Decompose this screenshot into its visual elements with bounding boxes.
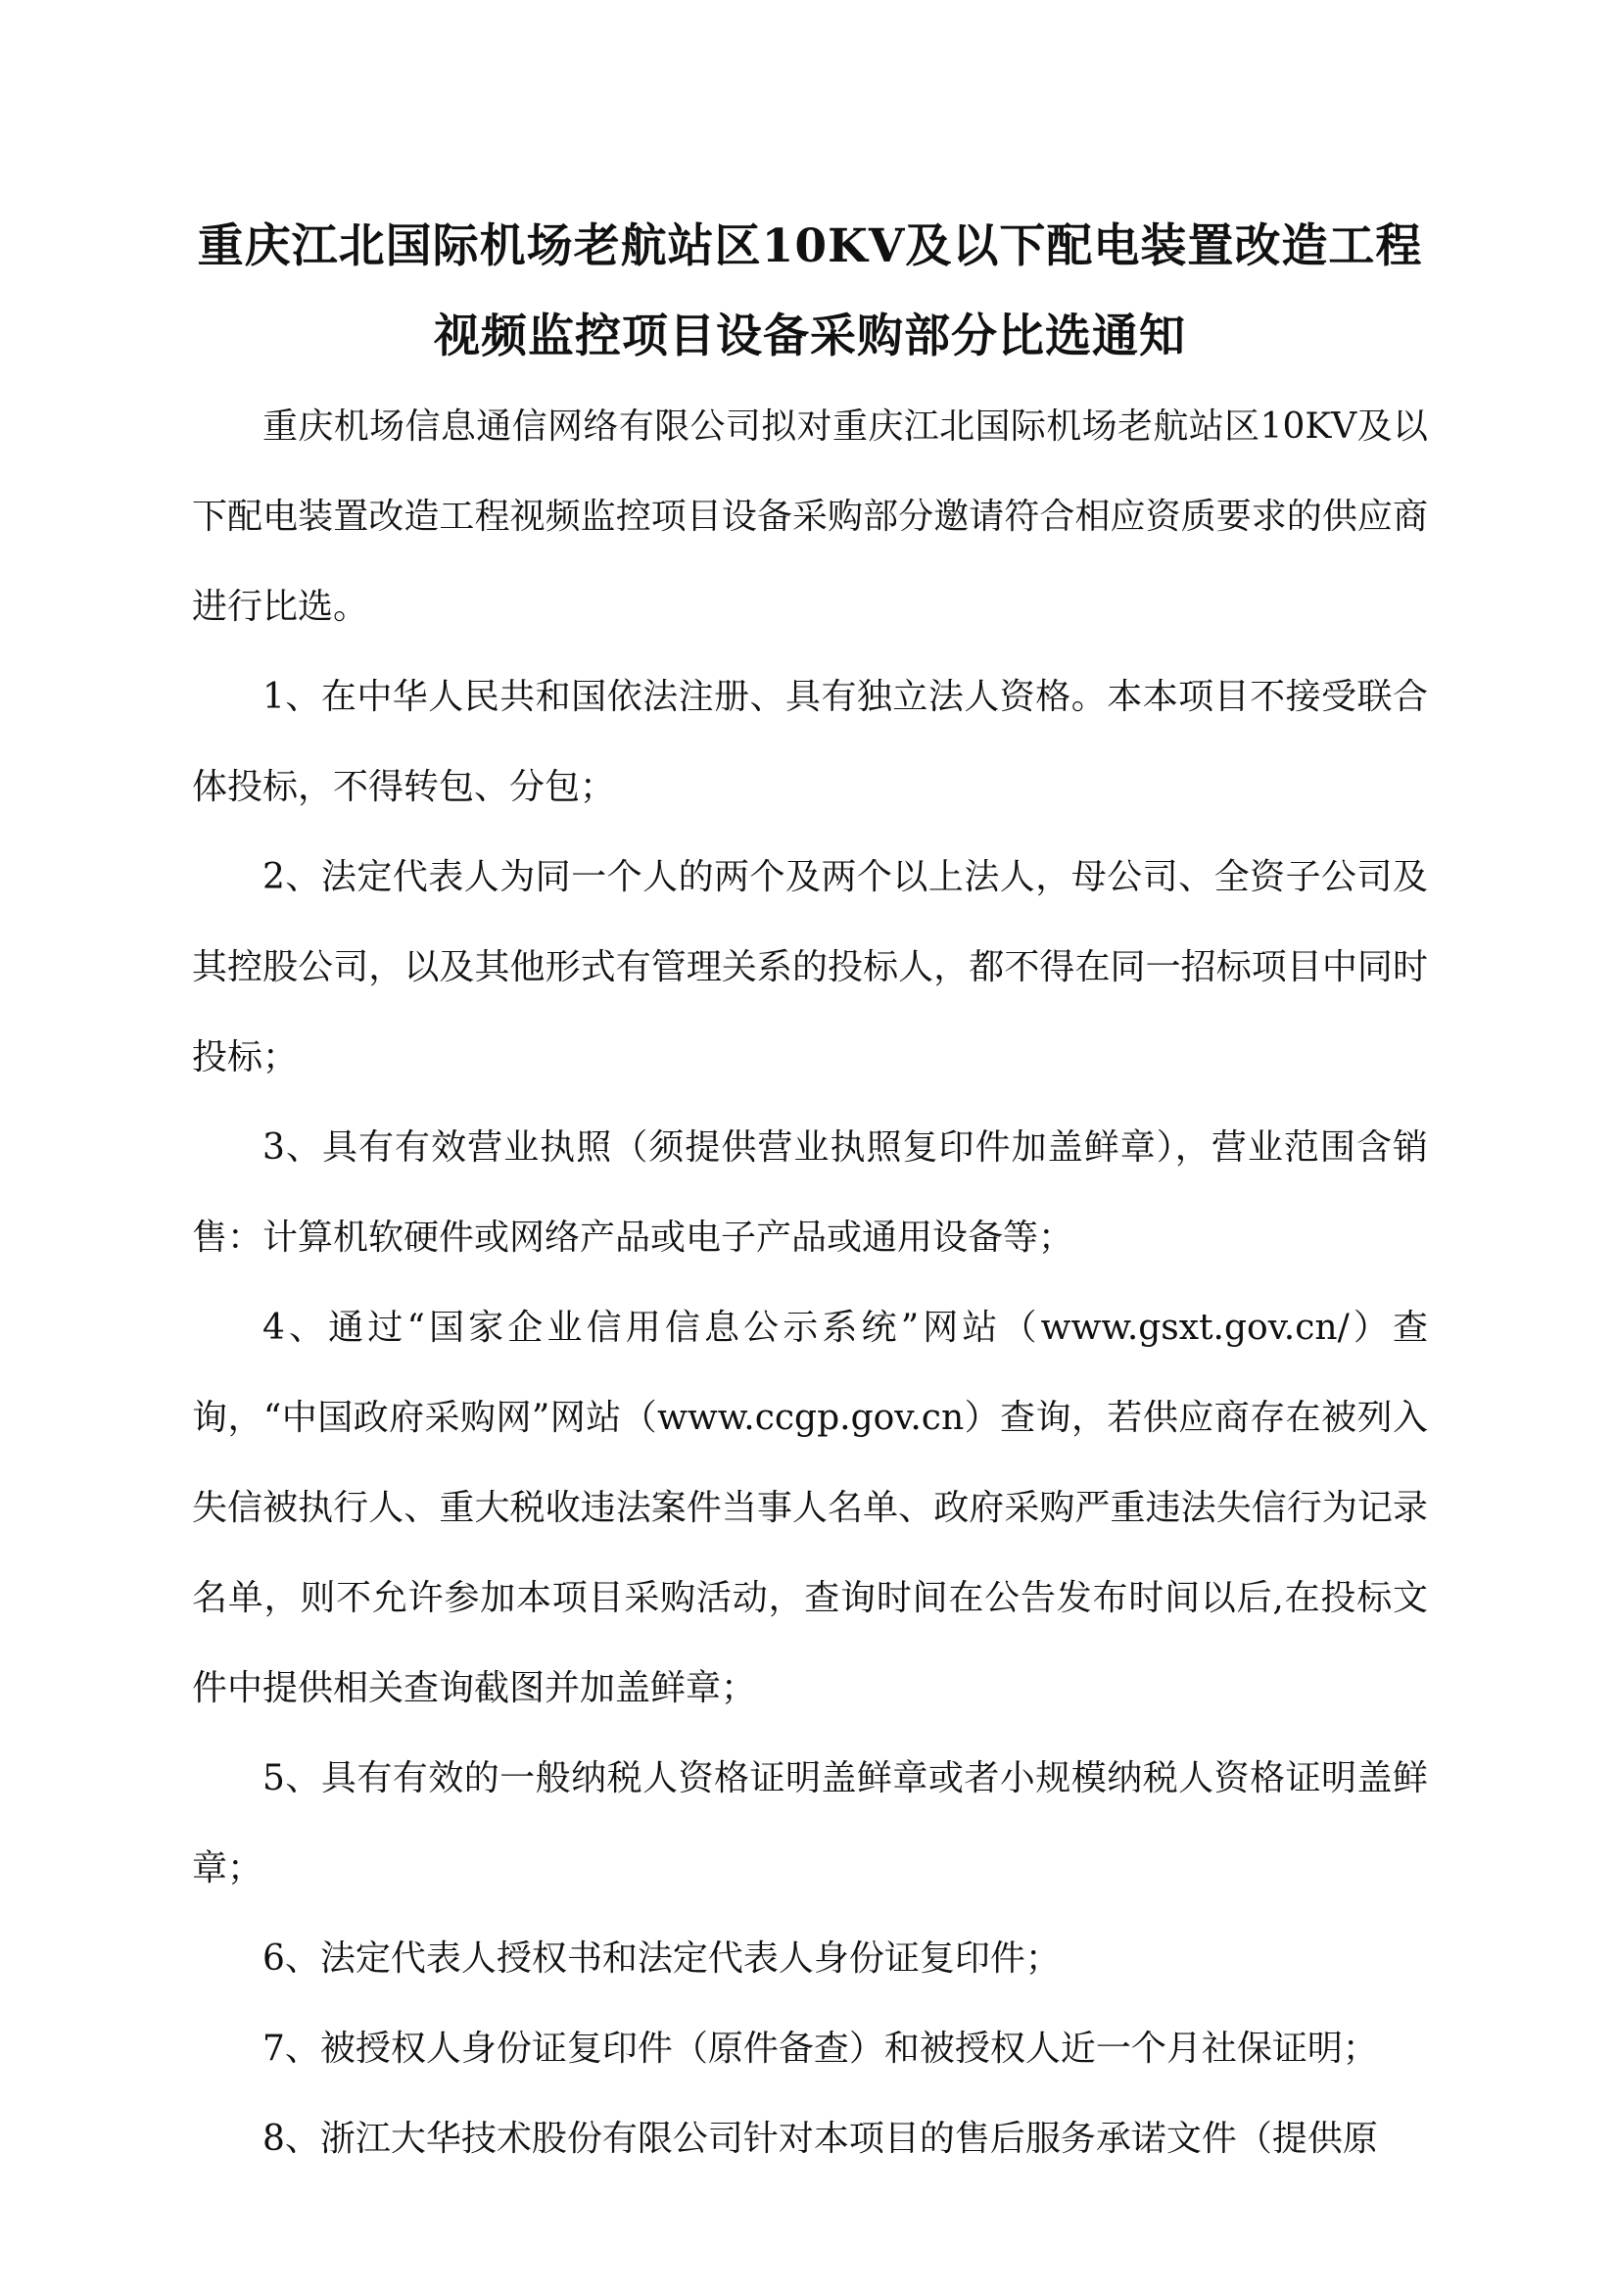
requirement-item-3: 3、具有有效营业执照（须提供营业执照复印件加盖鲜章），营业范围含销售：计算机软硬件或网络产品或电子产品或通用设备等； — [192, 1127, 1428, 1258]
document-content — [192, 202, 1428, 2184]
title-line-2: 视频监控项目设备采购部分比选通知 — [434, 310, 1186, 363]
requirement-item-7: 7、被授权人身份证复印件（原件备查）和被授权人近一个月社保证明； — [262, 2029, 1378, 2069]
intro-paragraph: 重庆机场信息通信网络有限公司拟对重庆江北国际机场老航站区10KV及以下配电装置改造工程视频监控项目设备采购部分邀请符合相应资质要求的供应商进行比选。 — [192, 407, 1428, 627]
title-line-1: 重庆江北国际机场老航站区10KV及以下配电装置改造工程 — [197, 219, 1423, 273]
requirement-item-5: 5、具有有效的一般纳税人资格证明盖鲜章或者小规模纳税人资格证明盖鲜章； — [192, 1758, 1428, 1889]
requirement-item-8: 8、浙江大华技术股份有限公司针对本项目的售后服务承诺文件（提供原 — [262, 2119, 1378, 2159]
requirement-item-2: 2、法定代表人为同一个人的两个及两个以上法人，母公司、全资子公司及其控股公司，以及其他形式有管理关系的投标人，都不得在同一招标项目中同时投标； — [192, 857, 1428, 1077]
requirement-item-6: 6、法定代表人授权书和法定代表人身份证复印件； — [262, 1938, 1061, 1979]
requirement-item-4: 4、通过“国家企业信用信息公示系统”网站（www.gsxt.gov.cn/）查询，“中国政府采购网”网站（www.ccgp.gov.cn）查询，若供应商存在被列入失信被执行人、重大税收违法案件当事人名单、政府采购严重违法失信行为记录名单，则不允许参加本项目采购活动，查询时间在公告发布时间以后,在投标文件中提供相关查询截图并加盖鲜章； — [192, 1308, 1428, 1708]
requirement-item-1: 1、在中华人民共和国依法注册、具有独立法人资格。本本项目不接受联合体投标，不得转包、分包； — [192, 677, 1428, 807]
document-title — [192, 202, 1428, 382]
